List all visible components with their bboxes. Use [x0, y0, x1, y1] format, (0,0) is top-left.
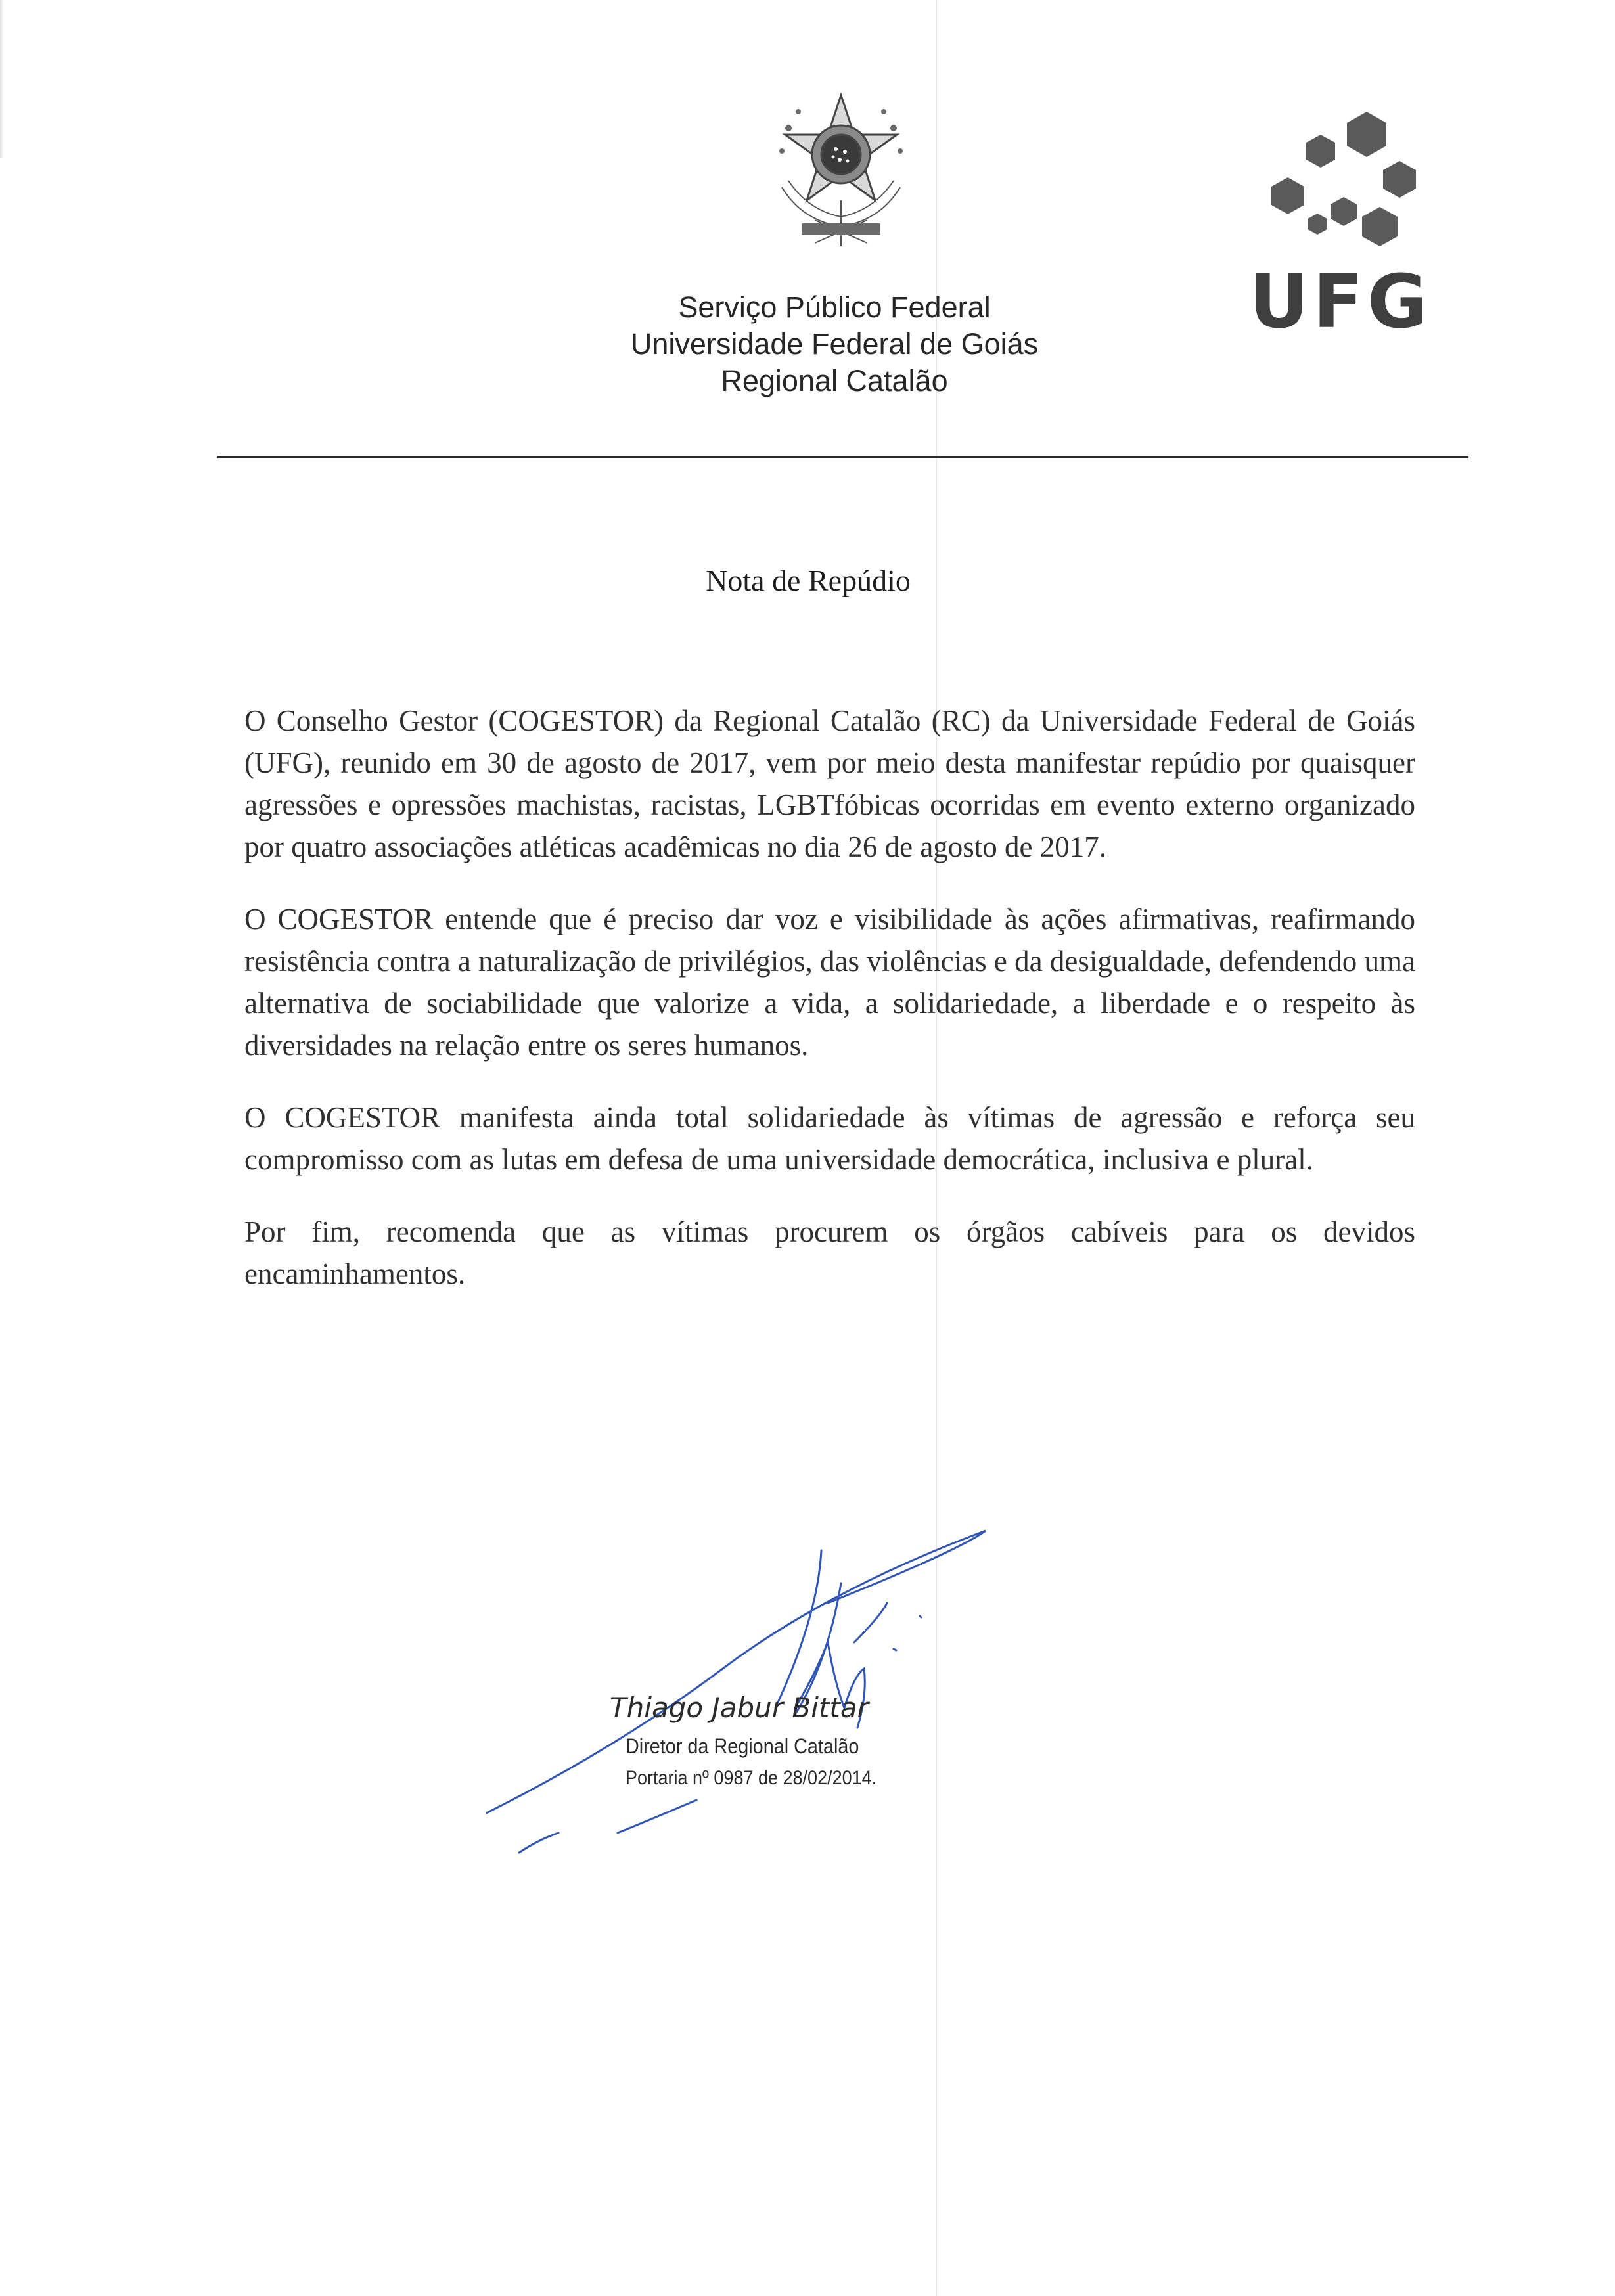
ufg-logo-text: UFG — [1249, 259, 1432, 345]
header-divider — [217, 456, 1468, 458]
scan-edge-shadow — [0, 0, 4, 158]
paragraph: O COGESTOR manifesta ainda total solidariedade às vítimas de agressão e reforça seu compromisso com as lutas em defesa de uma universidade democrática, inclusiva e plural. — [244, 1101, 1415, 1176]
institution-header — [539, 289, 1130, 399]
signatory-portaria: Portaria nº 0987 de 28/02/2014. — [626, 1767, 877, 1789]
header-line-regional: Regional Catalão — [721, 364, 948, 397]
paragraph: Por fim, recomenda que as vítimas procurem os órgãos cabíveis para os devidos encaminhamentos. — [244, 1215, 1415, 1290]
header-line-service: Serviço Público Federal — [678, 290, 991, 324]
signatory-role: Diretor da Regional Catalão — [626, 1734, 859, 1758]
paragraph: O COGESTOR entende que é preciso dar voz e visibilidade às ações afirmativas, reafirmando resistência contra a naturalização de privilégios, das violências e da desigualdade, defendendo uma alternativa de sociabilidade que valorize a vida, a solidariedade, a liberdade e o respeito às diversidades na relação entre os seres humanos. — [244, 903, 1415, 1062]
header-line-university: Universidade Federal de Goiás — [630, 327, 1039, 361]
ufg-hexagons-icon — [1255, 99, 1432, 269]
paragraph: O Conselho Gestor (COGESTOR) da Regional Catalão (RC) da Universidade Federal de Goiás (UFG), reunido em 30 de agosto de 2017, vem por meio desta manifestar repúdio por quaisquer agressões e opressões machistas, racistas, LGBTfóbicas ocorridas em evento externo organizado por quatro associações atléticas acadêmicas no dia 26 de agosto de 2017. — [244, 704, 1415, 863]
document-title: Nota de Repúdio — [706, 564, 911, 597]
brazil-coat-of-arms-icon — [762, 89, 920, 253]
document-body — [244, 700, 1415, 1325]
signatory-name: Thiago Jabur Bittar — [610, 1692, 869, 1724]
